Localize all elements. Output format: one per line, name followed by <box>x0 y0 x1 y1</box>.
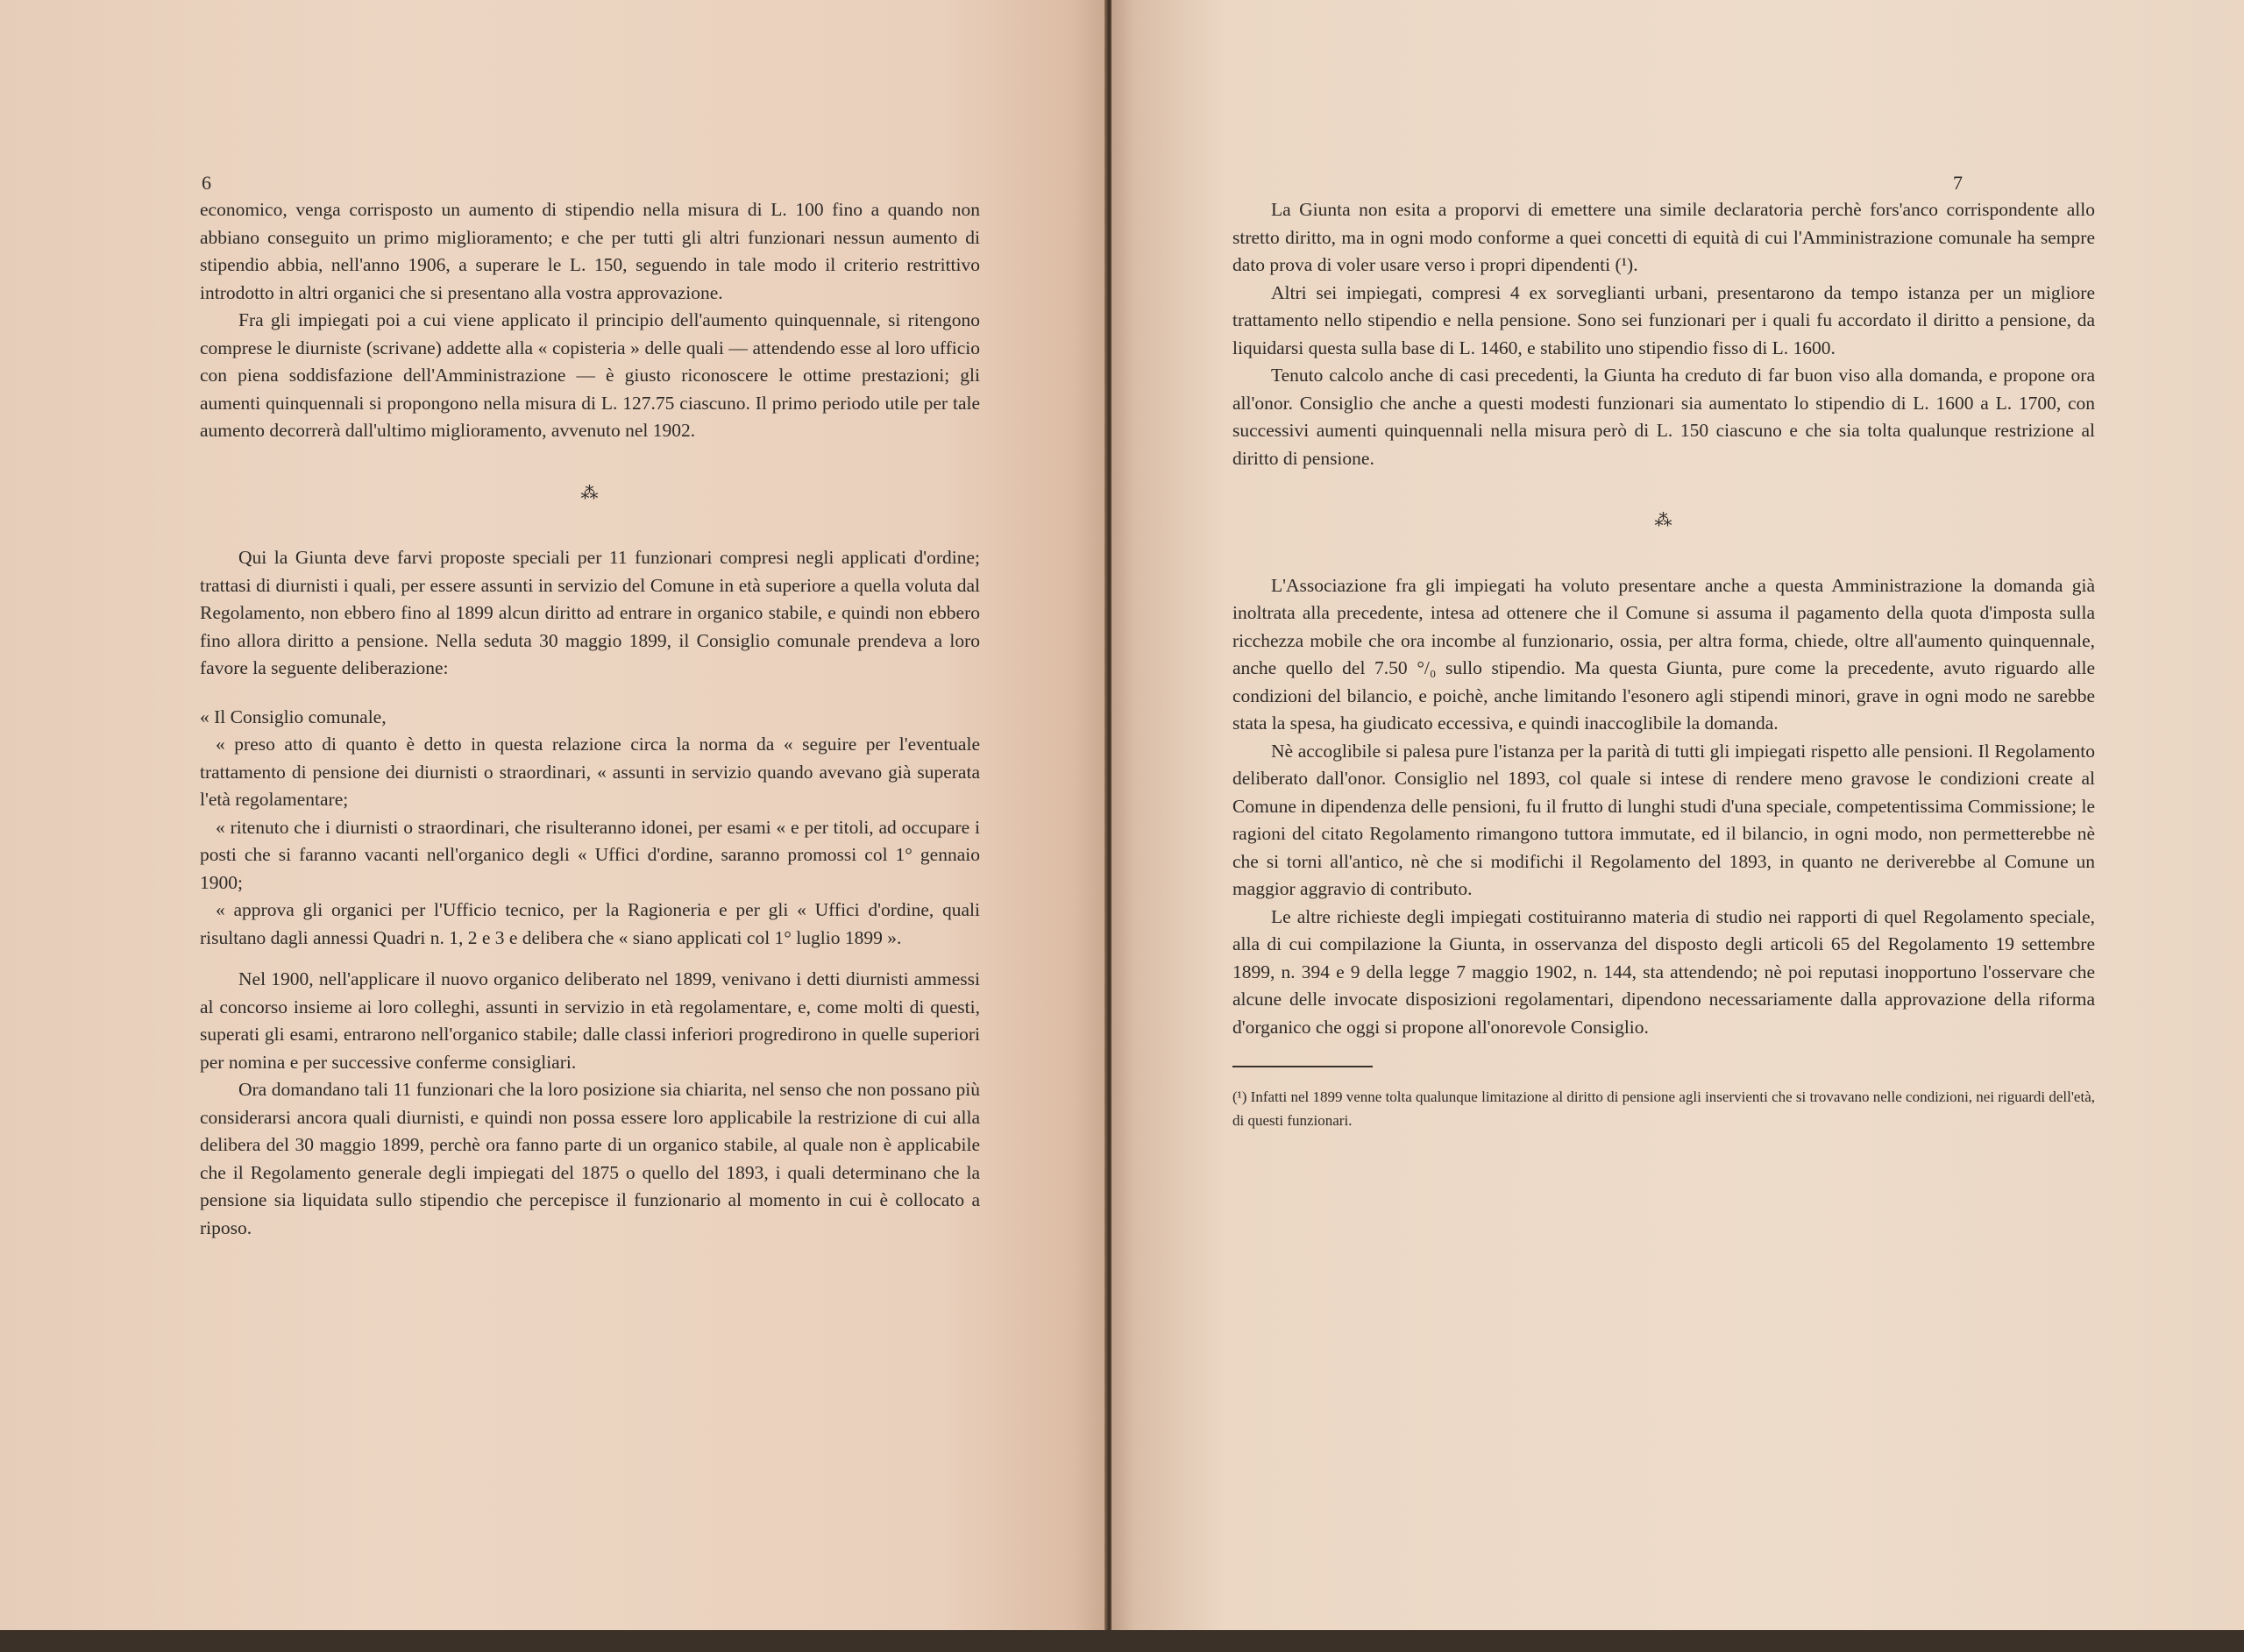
section-separator: ⁂ <box>580 483 600 503</box>
paragraph: Ora domandano tali 11 funzionari che la loro posizione sia chiarita, nel senso che non possano più considerarsi ancora quali diurnisti, e quindi non possa essere loro applicabile la restrizione di cui alla delibera del 30 maggio 1899, perchè ora fanno parte di un organico stabile, al quale non è applicabile che il Regolamento generale degli impiegati del 1875 o quello del 1893, i quali determinano che la pensione sia liquidata sullo stipendio che percepisce il funzionario al momento in cui è collocato a riposo. <box>200 1079 980 1238</box>
quote-line: « approva gli organici per l'Ufficio tecnico, per la Ragioneria e per gli « Uffici d'ordine, quali risultano dagli annessi Quadri n. 1, 2 e 3 e delibera che « siano applicati col 1° luglio 1899 ». <box>200 899 980 948</box>
paragraph: Qui la Giunta deve farvi proposte speciali per 11 funzionari compresi negli applicati d'ordine; trattasi di diurnisti i quali, per essere assunti in servizio del Comune in età superiore a quella voluta dal Regolamento, non ebbero fino al 1899 alcun diritto ad entrare in organico stabile, e quindi non ebbero fino allora diritto a pensione. Nella seduta 30 maggio 1899, il Consiglio comunale prendeva a loro favore la seguente deliberazione: <box>200 547 980 678</box>
page-number: 7 <box>1953 172 1963 194</box>
quote-line: « preso atto di quanto è detto in questa relazione circa la norma da « seguire per l'eventuale trattamento di pensione dei diurnisti o straordinari, « assunti in servizio quando avevano già superata l'età regolamentare; <box>200 734 980 810</box>
paragraph: Fra gli impiegati poi a cui viene applicato il principio dell'aumento quinquennale, si ritengono comprese le diurniste (scrivane) addette alla « copisteria » delle quali — attendendo esse al loro ufficio con piena soddisfazione dell'Amministrazione — è giusto riconoscere le ottime prestazioni; gli aumenti quinquennali si propongono nella misura di L. 127.75 ciascuno. Il primo periodo utile per tale aumento decorrerà dall'ultimo miglioramento, avvenuto nel 1902. <box>200 309 980 441</box>
paragraph: L'Associazione fra gli impiegati ha voluto presentare anche a questa Amministrazione la domanda già inoltrata alla precedente, intesa ad ottenere che il Comune si assuma il pagamento della quota d'imposta sulla ricchezza mobile che ora incombe al funzionario, ossia, per altra forma, chiede, oltre all'aumento quinquennale, anche quello del 7.50 °/₀ sullo stipendio. Ma questa Giunta, pure come la precedente, avuto riguardo alle condizioni del bilancio, e poichè, anche limitando l'esonero agli stipendi minori, grave in ogni modo ne sarebbe stata la spesa, ha giudicato eccessiva, e quindi inaccoglibile la domanda. <box>1232 574 2095 734</box>
footnote: (¹) Infatti nel 1899 venne tolta qualunque limitazione al diritto di pensione agli inservienti che si trovavano nelle condizioni, nei riguardi dell'età, di questi funzionari. <box>1232 1088 2095 1129</box>
section-separator: ⁂ <box>1654 511 1673 530</box>
paragraph: Altri sei impiegati, compresi 4 ex sorveglianti urbani, presentarono da tempo istanza per un migliore trattamento nello stipendio e nella pensione. Sono sei funzionari per i quali fu accordato il diritto a pensione, da liquidarsi questa sulla base di L. 1460, e stabilito uno stipendio fisso di L. 1600. <box>1232 281 2095 358</box>
paragraph: economico, venga corrisposto un aumento di stipendio nella misura di L. 100 fino a quando non abbiano conseguito un primo miglioramento; e che per tutti gli altri funzionari nessun aumento di stipendio abbia, nell'anno 1906, a superare le L. 150, seguendo in tale modo il criterio restrittivo introdotto in altri organici che si presentano alla vostra approvazione. <box>200 199 980 303</box>
paragraph: Nel 1900, nell'applicare il nuovo organico deliberato nel 1899, venivano i detti diurnisti ammessi al concorso insieme ai loro colleghi, assunti in servizio in età regolamentare, e, come molti di questi, superati gli esami, entrarono nell'organico stabile; dalle classi inferiori progredirono in quelle superiori per nomina e per successive conferme consigliari. <box>200 968 980 1073</box>
quote-line: « ritenuto che i diurnisti o straordinari, che risulteranno idonei, per esami « e per titoli, ad occupare i posti che si faranno vacanti nell'organico degli « Uffici d'ordine, saranno promossi col 1° gennaio 1900; <box>200 816 980 893</box>
right-page <box>1111 0 2244 1630</box>
footnote-rule <box>1232 1066 1373 1067</box>
quote-line: « Il Consiglio comunale, <box>200 705 387 727</box>
paragraph: Tenuto calcolo anche di casi precedenti, la Giunta ha creduto di far buon viso alla domanda, e propone ora all'onor. Consiglio che anche a questi modesti funzionari sia aumentato lo stipendio di L. 1600 a L. 1700, con successivi aumenti quinquennali nella misura però di L. 150 ciascuno e che sia tolta qualunque restrizione al diritto di pensione. <box>1232 365 2095 469</box>
paragraph: La Giunta non esita a proporvi di emettere una simile declaratoria perchè fors'anco corrispondente allo stretto diritto, ma in ogni modo conforme a quei concetti di equità di cui l'Amministrazione comunale ha sempre dato prova di voler usare verso i propri dipendenti (¹). <box>1232 199 2095 275</box>
right-page-body <box>1232 196 2095 1132</box>
left-page <box>0 0 1106 1630</box>
paragraph: Nè accoglibile si palesa pure l'istanza per la parità di tutti gli impiegati rispetto alle pensioni. Il Regolamento deliberato dall'onor. Consiglio nel 1893, col quale si intese di rendere meno gravose le condizioni create al Comune in dipendenza delle pensioni, fu il frutto di lunghi studi d'una speciale, competentissima Commissione; le ragioni del citato Regolamento rimangono tuttora immutate, ed il bilancio, in ogni modo, non permetterebbe nè che si torni all'antico, nè che si modifichi il Regolamento del 1893, in quanto ne deriverebbe al Comune un maggior aggravio di contributo. <box>1232 740 2095 899</box>
left-page-body <box>200 196 980 1242</box>
page-number: 6 <box>202 172 211 194</box>
paragraph: Le altre richieste degli impiegati costituiranno materia di studio nei rapporti di quel Regolamento speciale, alla di cui compilazione la Giunta, in osservanza del disposto degli articoli 65 del Regolamento 19 settembre 1899, n. 394 e 9 della legge 7 maggio 1902, n. 144, sta attendendo; nè poi reputasi inopportuno l'osservare che alcune delle invocate disposizioni regolamentari, dipendono necessariamente dalla approvazione della riforma d'organico che oggi si propone all'onorevole Consiglio. <box>1232 905 2095 1038</box>
page-bottom-edge <box>0 1630 2244 1652</box>
